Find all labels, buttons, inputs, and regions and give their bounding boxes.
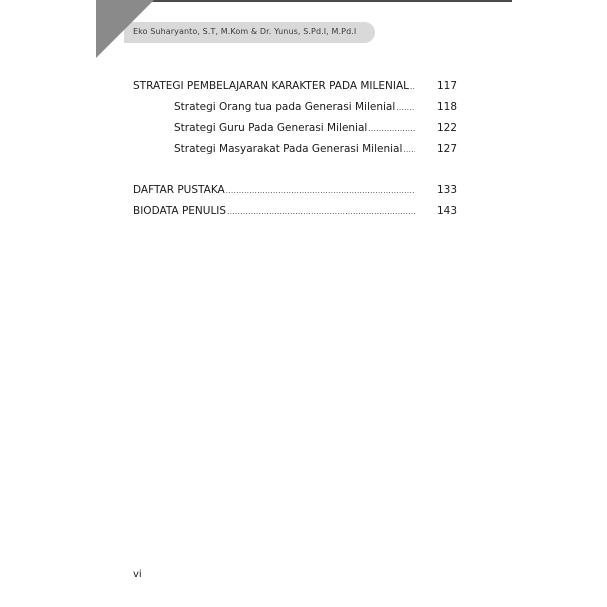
- toc-entry: [133, 139, 457, 160]
- toc-entry: [133, 97, 457, 118]
- toc-leader-dots: [410, 77, 415, 98]
- table-of-contents: [133, 76, 457, 222]
- toc-leader-dots: [396, 98, 415, 119]
- toc-entry-title: DAFTAR PUSTAKA: [133, 184, 225, 196]
- toc-entry: [133, 118, 457, 139]
- toc-entry-page: 117: [436, 80, 457, 92]
- toc-entry-page: 122: [436, 122, 457, 134]
- toc-entry-page: 143: [436, 205, 457, 217]
- toc-entry: [133, 201, 457, 222]
- toc-leader-dots: [368, 119, 415, 140]
- toc-entry-page: 133: [436, 184, 457, 196]
- top-rule: [96, 0, 512, 2]
- toc-leader-dots: [403, 140, 415, 161]
- toc-entry-title: STRATEGI PEMBELAJARAN KARAKTER PADA MILENIAL: [133, 80, 409, 92]
- toc-entry-title: BIODATA PENULIS: [133, 205, 227, 217]
- toc-entry-title: Strategi Guru Pada Generasi Milenial: [174, 122, 368, 134]
- toc-entry-page: 118: [436, 101, 457, 113]
- toc-entry-title: Strategi Orang tua pada Generasi Milenial: [174, 101, 396, 113]
- toc-leader-dots: [227, 202, 415, 223]
- toc-entry: [133, 180, 457, 201]
- toc-leader-dots: [226, 181, 415, 202]
- toc-entry-page: 127: [436, 143, 457, 155]
- toc-entry: [133, 76, 457, 97]
- page-number: vi: [133, 569, 142, 580]
- toc-entry-title: Strategi Masyarakat Pada Generasi Milenial: [174, 143, 403, 155]
- header-authors: Eko Suharyanto, S.T, M.Kom & Dr. Yunus, S.Pd.I, M.Pd.I: [133, 27, 357, 36]
